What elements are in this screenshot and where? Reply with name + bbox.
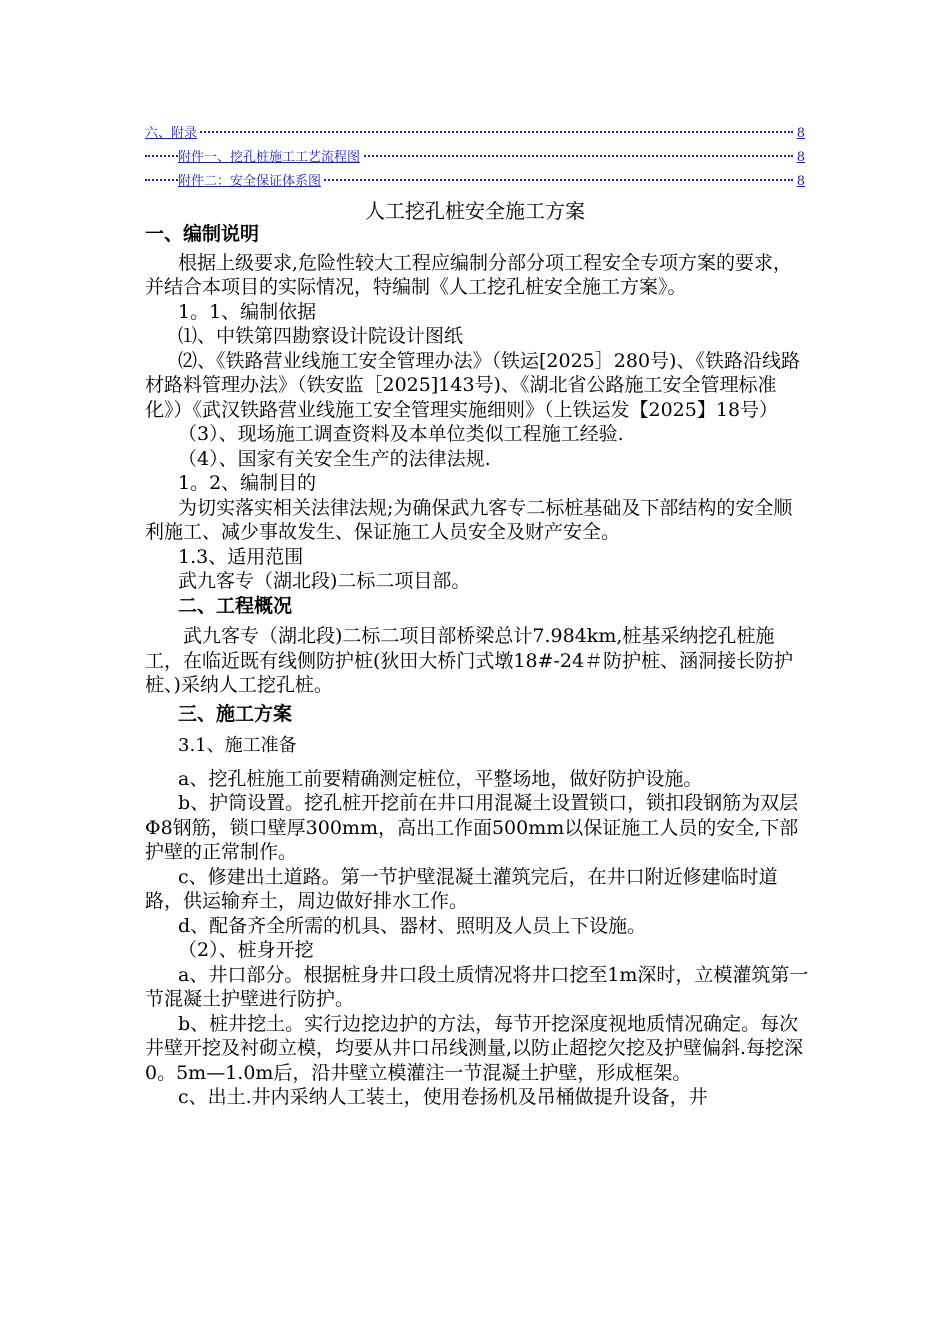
- section-heading-2: 二、工程概况: [178, 594, 293, 617]
- toc-entry-label: 附件一、挖孔桩施工工艺流程图: [178, 146, 362, 170]
- toc-entry-label: 附件二：安全保证体系图: [178, 170, 323, 194]
- toc-entry-label: 六、附录: [145, 122, 199, 146]
- toc-entry-attachment-2[interactable]: [145, 170, 805, 194]
- dig-item-b: b、桩井挖土。实行边挖边护的方法，每节开挖深度视地质情况确定。每次井壁开挖及衬砌立模，均要从井口吊线测量,以防止超挖欠挖及护壁偏斜.每挖深0。5m—1.0m后，沿井壁立模灌注一节混凝土护壁，形成框架。: [145, 1012, 804, 1084]
- basis-item-3: （3）、现场施工调查资料及本单位类似工程施工经验.: [178, 423, 624, 445]
- dig-item-c: c、出土.井内采纳人工装土，使用卷扬机及吊桶做提升设备，井: [178, 1086, 708, 1108]
- subheading-excavation: （2）、桩身开挖: [178, 939, 314, 961]
- paragraph-intro: 根据上级要求,危险性较大工程应编制分部分项工程安全专项方案的要求，并结合本项目的实际情况，特编制《人工挖孔桩安全施工方案》。: [145, 251, 793, 298]
- document-title: 人工挖孔桩安全施工方案: [365, 199, 585, 223]
- dig-item-a: a、井口部分。根据桩身井口段土质情况将井口挖至1m深时，立模灌筑第一节混凝土护壁进行防护。: [145, 963, 809, 1010]
- subheading-purpose: 1。2、编制目的: [178, 472, 317, 494]
- document-body: [145, 222, 810, 1110]
- subheading-preparation: 3.1、施工准备: [178, 735, 297, 756]
- paragraph-overview: 武九客专（湖北段)二标二项目部桥梁总计7.984km,桩基采纳挖孔桩施工，在临近既有线侧防护桩(狄田大桥门式墩18#-24＃防护桩、涵洞接长防护桩、)采纳人工挖孔桩。: [145, 625, 794, 696]
- table-of-contents: [145, 122, 805, 194]
- basis-item-1: ⑴、中铁第四勘察设计院设计图纸: [178, 325, 464, 347]
- basis-item-4: （4）、国家有关安全生产的法律法规.: [178, 447, 491, 470]
- prep-item-b: b、护筒设置。挖孔桩开挖前在井口用混凝土设置锁口，锁扣段钢筋为双层Φ8钢筋，锁口壁厚300mm，高出工作面500mm以保证施工人员的安全,下部护壁的正常制作。: [145, 792, 799, 863]
- toc-entry-page: 8: [795, 146, 805, 170]
- subheading-scope: 1.3、适用范围: [178, 545, 304, 568]
- toc-entry-appendix[interactable]: [145, 122, 805, 146]
- prep-item-a: a、挖孔桩施工前要精确测定桩位，平整场地，做好防护设施。: [178, 767, 703, 790]
- subheading-basis: 1。1、编制依据: [178, 300, 317, 323]
- section-heading-3: 三、施工方案: [178, 702, 293, 725]
- prep-item-c: c、修建出土道路。第一节护壁混凝土灌筑完后，在井口附近修建临时道路，供运输弃土，周边做好排水工作。: [145, 865, 778, 912]
- toc-entry-page: 8: [795, 122, 805, 146]
- paragraph-purpose: 为切实落实相关法律法规;为确保武九客专二标桩基础及下部结构的安全顺利施工、减少事故发生、保证施工人员安全及财产安全。: [145, 496, 793, 543]
- toc-entry-attachment-1[interactable]: [145, 146, 805, 170]
- toc-entry-page: 8: [795, 170, 805, 194]
- toc-leader-dots: [145, 131, 793, 133]
- prep-item-d: d、配备齐全所需的机具、器材、照明及人员上下设施。: [178, 914, 647, 937]
- section-heading-1: 一、编制说明: [145, 223, 260, 245]
- paragraph-scope: 武九客专（湖北段)二标二项目部。: [178, 570, 471, 592]
- basis-item-2: ⑵、《铁路营业线施工安全管理办法》（铁运[2025］280号)、《铁路沿线路材路料管理办法》（铁安监［2025]143号)、《湖北省公路施工安全管理标准化》）《武汉铁路营业线施工安全管理实施细则》（上铁运发【2025】18号）: [145, 349, 800, 421]
